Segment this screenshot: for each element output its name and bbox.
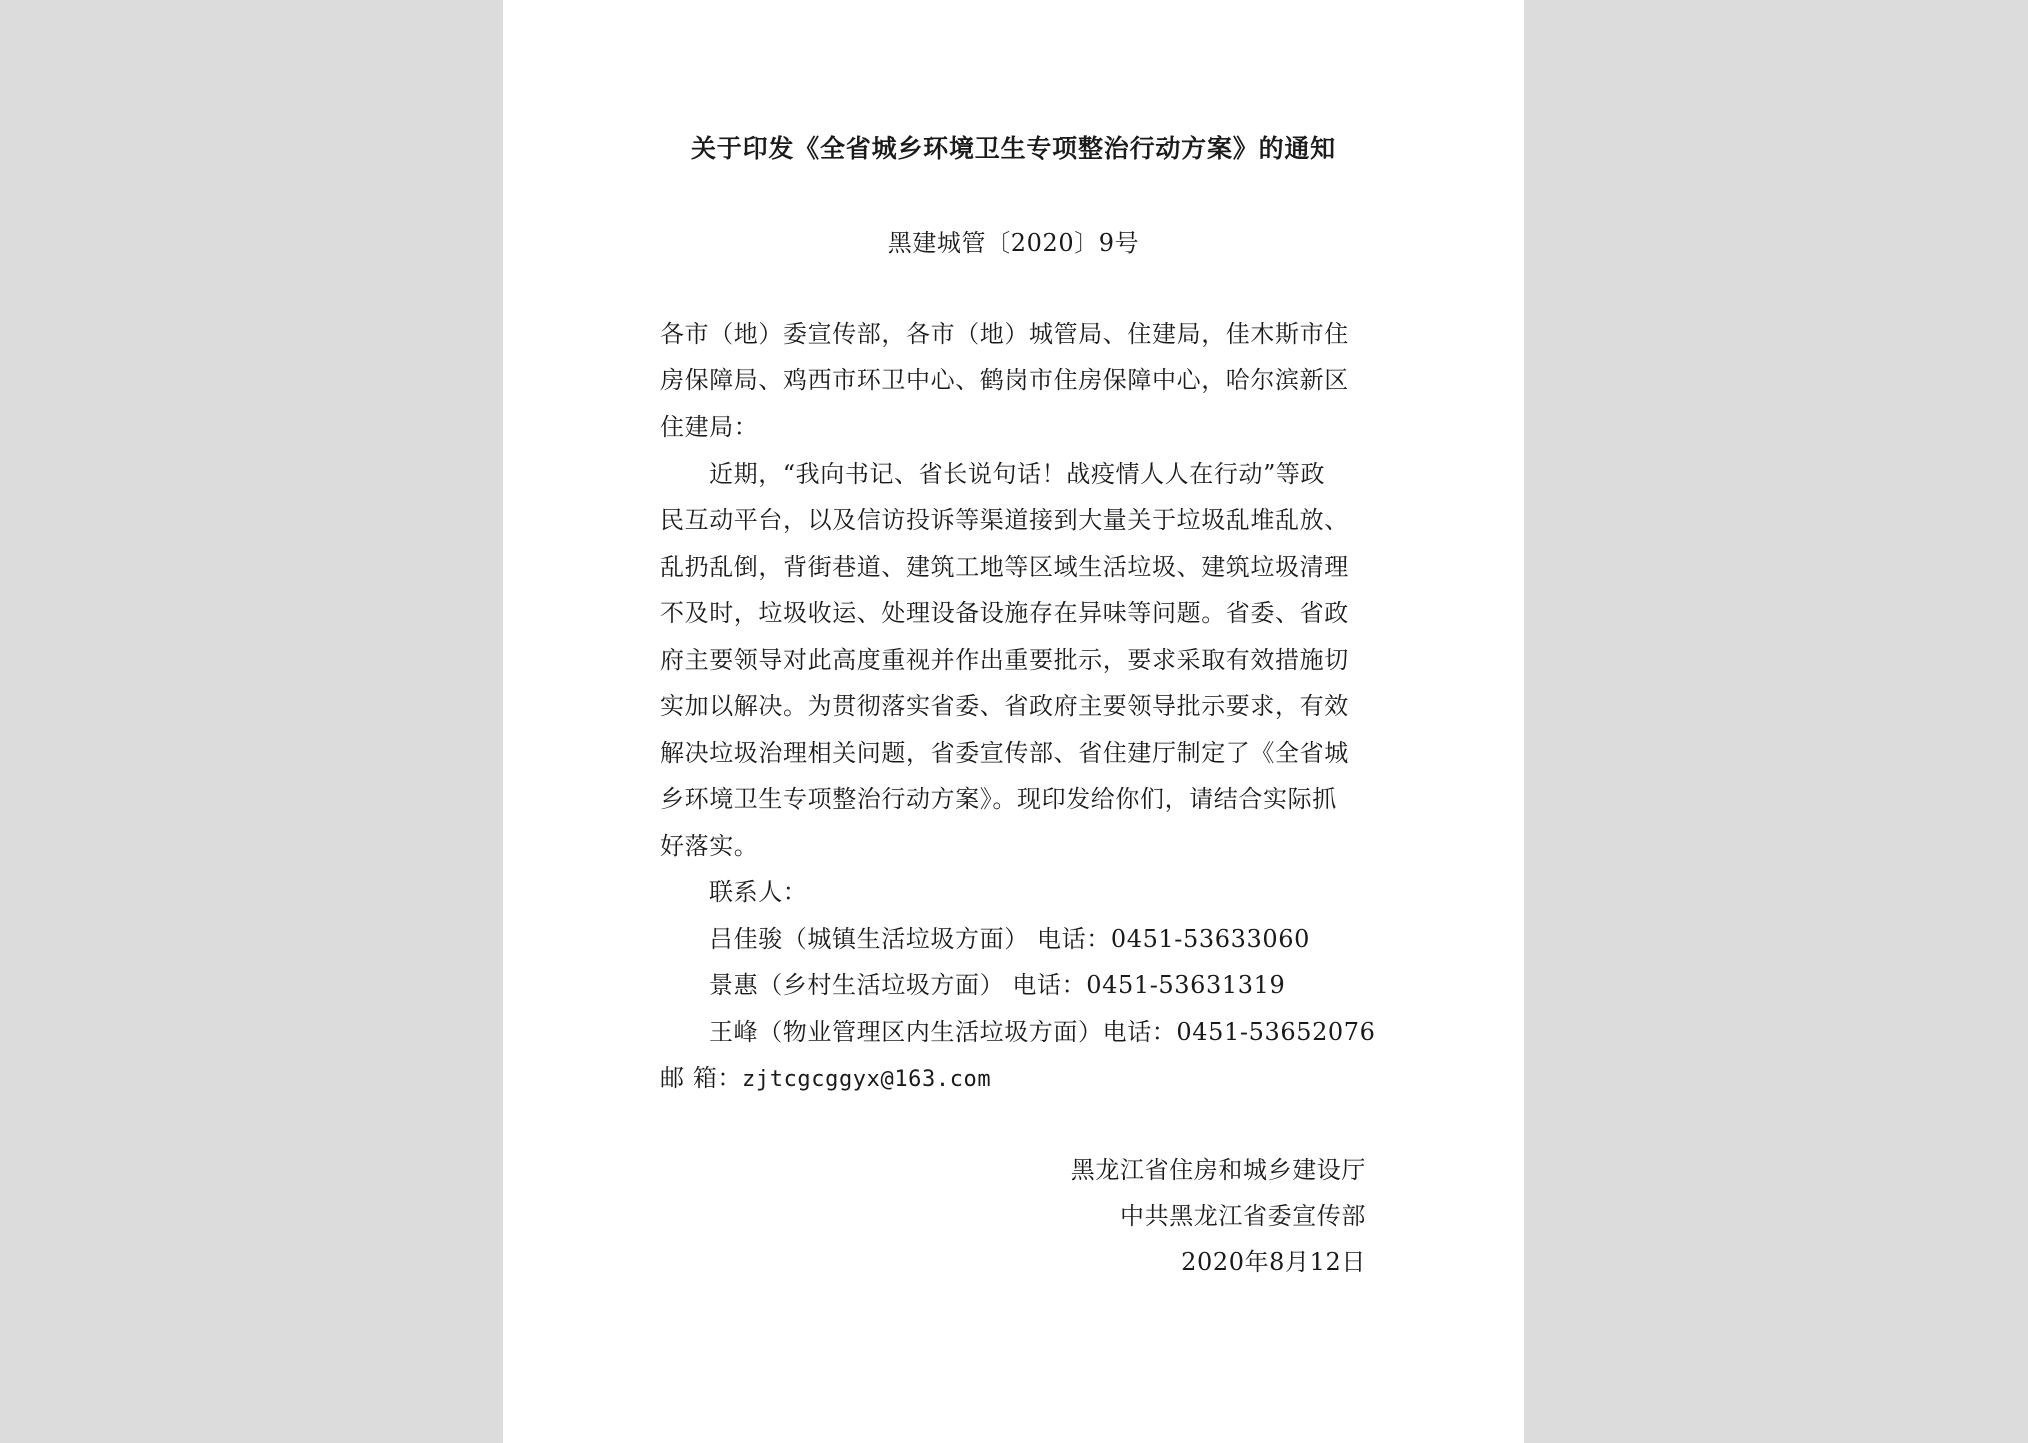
signature-org: 黑龙江省住房和城乡建设厅 [1070, 1156, 1366, 1184]
recipients-line: 房保障局、鸡西市环卫中心、鹤岗市住房保障中心，哈尔滨新区 [660, 366, 1349, 394]
document-number: 黑建城管〔2020〕9号 [887, 229, 1140, 257]
email-address: zjtcgcggyx@163.com [742, 1067, 992, 1092]
body-paragraph-line: 好落实。 [660, 832, 759, 860]
document-date: 2020年8月12日 [1181, 1248, 1366, 1276]
email-label: 邮 箱： [660, 1064, 743, 1092]
body-paragraph-line: 府主要领导对此高度重视并作出重要批示，要求采取有效措施切 [660, 646, 1349, 674]
email-line [660, 1062, 991, 1096]
body-paragraph-line: 民互动平台，以及信访投诉等渠道接到大量关于垃圾乱堆乱放、 [660, 506, 1349, 534]
document-page [503, 0, 1524, 1443]
document-title: 关于印发《全省城乡环境卫生专项整治行动方案》的通知 [690, 134, 1336, 163]
recipients-line: 各市（地）委宣传部，各市（地）城管局、住建局，佳木斯市住 [660, 320, 1349, 348]
body-paragraph-line: 近期，“我向书记、省长说句话！战疫情人人在行动”等政 [709, 460, 1326, 488]
signature-org: 中共黑龙江省委宣传部 [1120, 1202, 1366, 1230]
recipients-line: 住建局： [660, 413, 759, 441]
contact-entry: 王峰（物业管理区内生活垃圾方面）电话：0451-53652076 [709, 1018, 1376, 1046]
body-paragraph-line: 实加以解决。为贯彻落实省委、省政府主要领导批示要求，有效 [660, 692, 1349, 720]
body-paragraph-line: 不及时，垃圾收运、处理设备设施存在异味等问题。省委、省政 [660, 599, 1349, 627]
contact-entry: 吕佳骏（城镇生活垃圾方面） 电话：0451-53633060 [709, 925, 1310, 953]
body-paragraph-line: 解决垃圾治理相关问题，省委宣传部、省住建厅制定了《全省城 [660, 739, 1349, 767]
contact-entry: 景惠（乡村生活垃圾方面） 电话：0451-53631319 [709, 971, 1286, 999]
body-paragraph-line: 乱扔乱倒，背街巷道、建筑工地等区域生活垃圾、建筑垃圾清理 [660, 553, 1349, 581]
body-paragraph-line: 乡环境卫生专项整治行动方案》。现印发给你们，请结合实际抓 [660, 785, 1337, 813]
contacts-label: 联系人： [709, 878, 808, 906]
